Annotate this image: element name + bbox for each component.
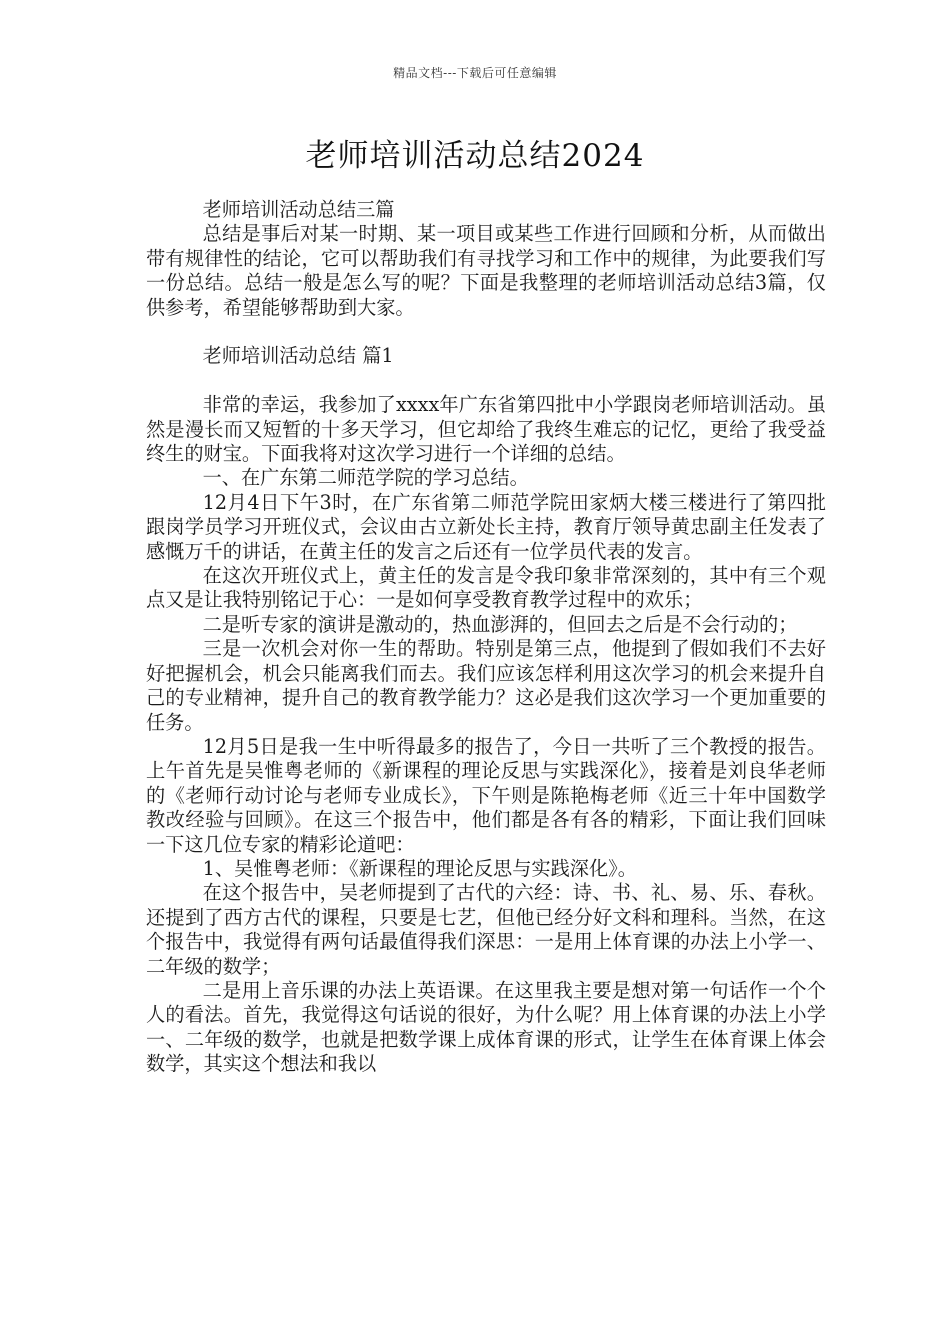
body-paragraph: 在这次开班仪式上，黄主任的发言是令我印象非常深刻的，其中有三个观点又是让我特别铭记于心：一是如何享受教育教学过程中的欢乐；: [146, 564, 826, 612]
body-paragraph: 12月5日是我一生中听得最多的报告了，今日一共听了三个教授的报告。上午首先是吴惟粤老师的《新课程的理论反思与实践深化》，接着是刘良华老师的《老师行动讨论与老师专业成长》，下午则是陈艳梅老师《近三十年中国数学教改经验与回顾》。在这三个报告中，他们都是各有各的精彩，下面让我们回味一下这几位专家的精彩论道吧：: [146, 734, 826, 856]
document-title: 老师培训活动总结2024: [305, 138, 645, 174]
section-heading: 老师培训活动总结 篇1: [202, 344, 394, 368]
document-body: [146, 198, 826, 1077]
body-paragraph: 一、在广东第二师范学院的学习总结。: [202, 466, 529, 490]
body-paragraph: 二是用上音乐课的办法上英语课。在这里我主要是想对第一句话作一个个人的看法。首先，我觉得这句话说的很好，为什么呢？用上体育课的办法上小学一、二年级的数学，也就是把数学课上成体育课的形式，让学生在体育课上体会数学，其实这个想法和我以: [146, 978, 826, 1076]
body-paragraph: 二是听专家的演讲是激动的，热血澎湃的，但回去之后是不会行动的；: [202, 612, 798, 636]
header-note: 精品文档---下载后可任意编辑: [393, 66, 557, 80]
subtitle-paragraph: 老师培训活动总结三篇: [202, 198, 395, 221]
body-paragraph: 非常的幸运，我参加了xxxx年广东省第四批中小学跟岗老师培训活动。虽然是漫长而又短暂的十多天学习，但它却给了我终生难忘的记忆，更给了我受益终生的财宝。下面我将对这次学习进行一个详细的总结。: [146, 393, 826, 466]
intro-paragraph: 总结是事后对某一时期、某一项目或某些工作进行回顾和分析，从而做出带有规律性的结论，它可以帮助我们有寻找学习和工作中的规律，为此要我们写一份总结。总结一般是怎么写的呢？下面是我整理的老师培训活动总结3篇，仅供参考，希望能够帮助到大家。: [146, 222, 826, 319]
body-paragraph: 在这个报告中，吴老师提到了古代的六经：诗、书、礼、易、乐、春秋。还提到了西方古代的课程，只要是七艺，但他已经分好文科和理科。当然，在这个报告中，我觉得有两句话最值得我们深思：一是用上体育课的办法上小学一、二年级的数学；: [146, 881, 826, 978]
body-paragraph: 1、吴惟粤老师：《新课程的理论反思与实践深化》。: [202, 856, 637, 880]
body-paragraph: 12月4日下午3时，在广东省第二师范学院田家炳大楼三楼进行了第四批跟岗学员学习开班仪式，会议由古立新处长主持，教育厅领导黄忠副主任发表了感慨万千的讲话，在黄主任的发言之后还有一位学员代表的发言。: [146, 490, 826, 563]
body-paragraph: 三是一次机会对你一生的帮助。特别是第三点，他提到了假如我们不去好好把握机会，机会只能离我们而去。我们应该怎样利用这次学习的机会来提升自己的专业精神，提升自己的教育教学能力？这必是我们这次学习一个更加重要的任务。: [146, 637, 826, 734]
